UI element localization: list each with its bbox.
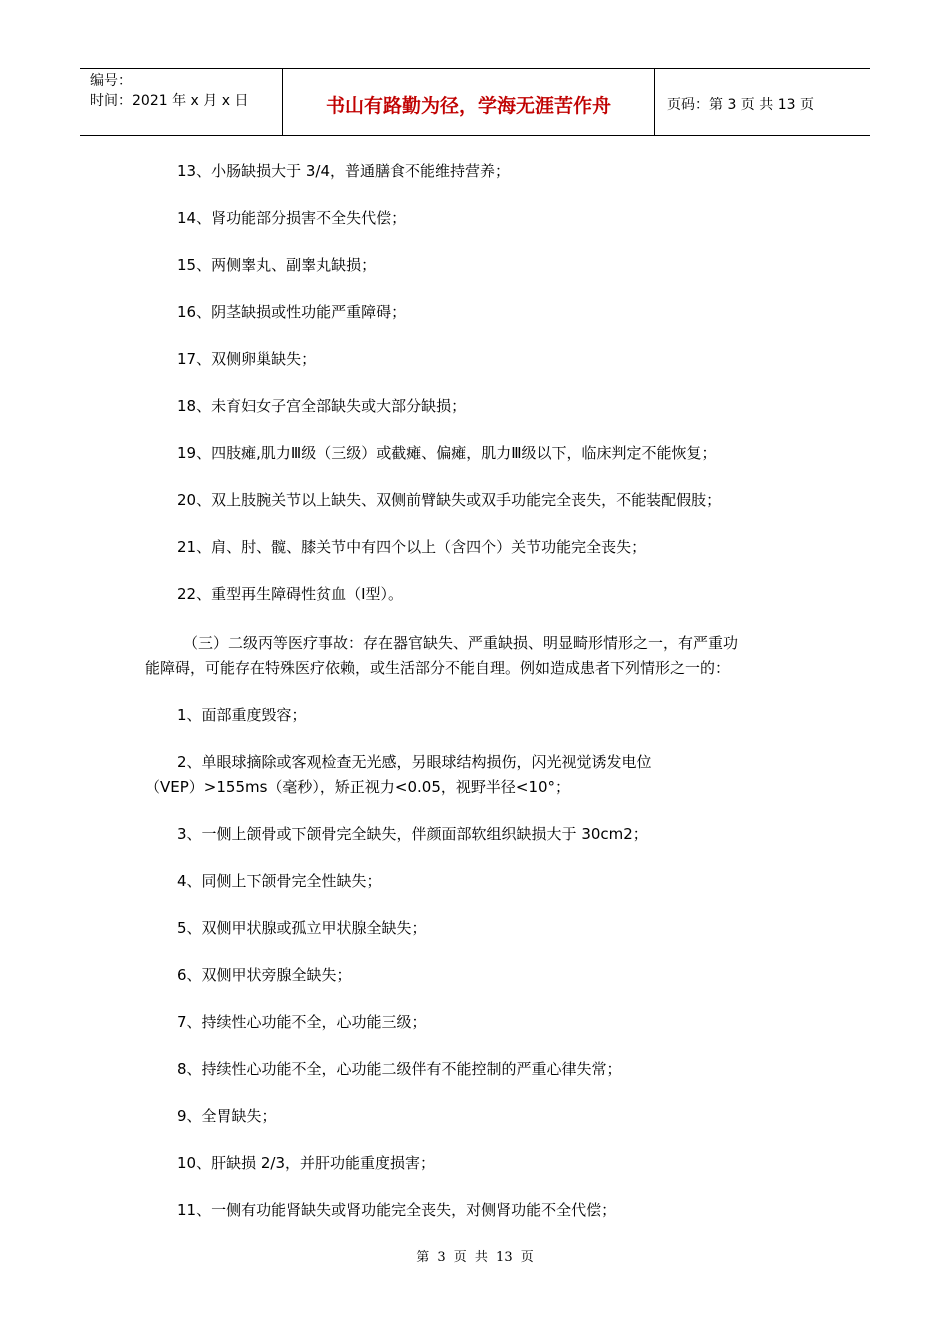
list-item: 6、双侧甲状旁腺全缺失；	[177, 966, 352, 984]
section-heading: （三）二级丙等医疗事故：存在器官缺失、严重缺损、明显畸形情形之一，有严重功	[183, 634, 739, 652]
page-footer: 第 3 页 共 13 页	[416, 1250, 534, 1265]
document-number-label: 编号：	[90, 73, 132, 89]
list-item: 15、两侧睾丸、副睾丸缺损；	[177, 256, 377, 274]
list-item: 13、小肠缺损大于 3/4，普通膳食不能维持营养；	[177, 162, 510, 180]
header-motto: 书山有路勤为径，学海无涯苦作舟	[325, 95, 611, 117]
header-meta	[80, 69, 282, 135]
list-item: 19、四肢瘫,肌力Ⅲ级（三级）或截瘫、偏瘫，肌力Ⅲ级以下，临床判定不能恢复；	[177, 444, 717, 462]
list-item: 18、未育妇女子宫全部缺失或大部分缺损；	[177, 397, 467, 415]
document-date: 时间：2021 年 x 月 x 日	[90, 93, 249, 109]
list-item: 5、双侧甲状腺或孤立甲状腺全缺失；	[177, 919, 427, 937]
list-item: 16、阴茎缺损或性功能严重障碍；	[177, 303, 407, 321]
list-item: 10、肝缺损 2/3，并肝功能重度损害；	[177, 1154, 435, 1172]
list-item: 1、面部重度毁容；	[177, 706, 307, 724]
list-item: 3、一侧上颌骨或下颌骨完全缺失，伴颜面部软组织缺损大于 30cm2；	[177, 825, 648, 843]
header-page-info: 页码：第 3 页 共 13 页	[667, 97, 814, 113]
list-item: 9、全胃缺失；	[177, 1107, 277, 1125]
list-item: 21、肩、肘、髋、膝关节中有四个以上（含四个）关节功能完全丧失；	[177, 538, 647, 556]
list-item: 14、肾功能部分损害不全失代偿；	[177, 209, 407, 227]
list-item: 17、双侧卵巢缺失；	[177, 350, 317, 368]
list-item: 8、持续性心功能不全，心功能二级伴有不能控制的严重心律失常；	[177, 1060, 622, 1078]
list-item: 2、单眼球摘除或客观检查无光感，另眼球结构损伤，闪光视觉诱发电位	[177, 753, 652, 771]
section-text: 能障碍，可能存在特殊医疗依赖，或生活部分不能自理。例如造成患者下列情形之一的：	[145, 659, 731, 677]
list-item: 22、重型再生障碍性贫血（Ⅰ型）。	[177, 585, 404, 603]
list-item: 20、双上肢腕关节以上缺失、双侧前臂缺失或双手功能完全丧失，不能装配假肢；	[177, 491, 722, 509]
list-item: 11、一侧有功能肾缺失或肾功能完全丧失，对侧肾功能不全代偿；	[177, 1201, 617, 1219]
list-item: 4、同侧上下颌骨完全性缺失；	[177, 872, 382, 890]
document-header	[80, 68, 870, 136]
list-item: 7、持续性心功能不全，心功能三级；	[177, 1013, 427, 1031]
list-item-continuation: （VEP）>155ms（毫秒），矫正视力<0.05，视野半径<10°；	[145, 778, 571, 796]
header-motto-cell	[282, 69, 655, 135]
header-page-cell	[655, 69, 870, 135]
